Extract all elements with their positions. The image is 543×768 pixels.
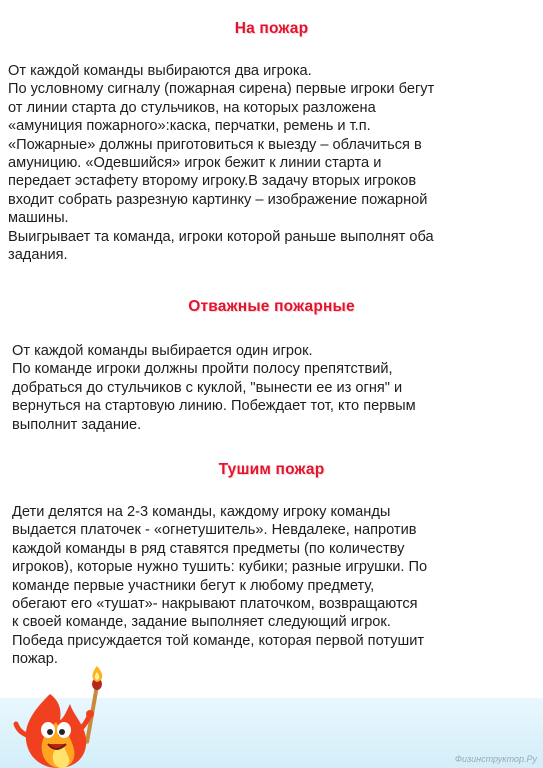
text-line: от линии старта до стульчиков, на которых разложена [8, 99, 376, 116]
section-title-otvazhnye-pozharnye: Отважные пожарные [188, 298, 355, 315]
text-line: машины. [8, 210, 69, 227]
text-line: Дети делятся на 2-3 команды, каждому игроку команды [12, 504, 391, 520]
flame-mascot-icon [0, 664, 120, 768]
text-line: По команде игроки должны пройти полосу препятствий, [12, 361, 393, 378]
text-line: пожар. [12, 651, 58, 668]
text-line: входит собрать разрезную картинку – изображение пожарной [8, 191, 428, 208]
text-line: От каждой команды выбираются два игрока. [8, 63, 312, 79]
section-text-otvazhnye-pozharnye [12, 342, 416, 434]
watermark: Физинструктор.Ру [454, 754, 537, 764]
text-line: По условному сигналу (пожарная сирена) первые игроки бегут [8, 81, 435, 98]
text-line: каждой команды в ряд ставятся предметы (по количеству [12, 540, 405, 557]
text-line: Победа присуждается той команде, которая первой потушит [12, 632, 425, 649]
text-line: Выигрывает та команда, игроки которой раньше выполнят оба [8, 228, 434, 245]
match-icon [85, 666, 102, 744]
text-line: выдается платочек - «огнетушитель». Невдалеке, напротив [12, 522, 417, 539]
text-line: амуницию. «Одевшийся» игрок бежит к линии старта и [8, 155, 382, 172]
text-line: команде первые участники бегут к любому предмету, [12, 577, 375, 594]
text-line: вернуться на стартовую линию. Побеждает тот, кто первым [12, 398, 416, 415]
text-line: обегают его «тушат»- накрывают платочком, возвращаются [12, 596, 418, 613]
text-line: «Пожарные» должны приготовиться к выезду – облачиться в [8, 136, 422, 153]
text-line: передает эстафету второму игроку.В задачу вторых игроков [8, 173, 417, 190]
text-line: добраться до стульчиков с куклой, "вынести ее из огня" и [12, 379, 403, 396]
text-line: «амуниция пожарного»:каска, перчатки, ремень и т.п. [8, 118, 371, 135]
text-line: к своей команде, задание выполняет следующий игрок. [12, 614, 391, 631]
section-text-tushim-pozhar [12, 503, 427, 669]
text-line: игроков), которые нужно тушить: кубики; разные игрушки. По [12, 559, 428, 576]
text-line: задания. [8, 247, 68, 264]
section-title-na-pozhar: На пожар [234, 20, 309, 37]
section-title-tushim-pozhar: Тушим пожар [218, 461, 325, 478]
text-line: От каждой команды выбирается один игрок. [12, 343, 313, 359]
text-line: выполнит задание. [12, 416, 142, 433]
section-text-na-pozhar [8, 62, 434, 264]
